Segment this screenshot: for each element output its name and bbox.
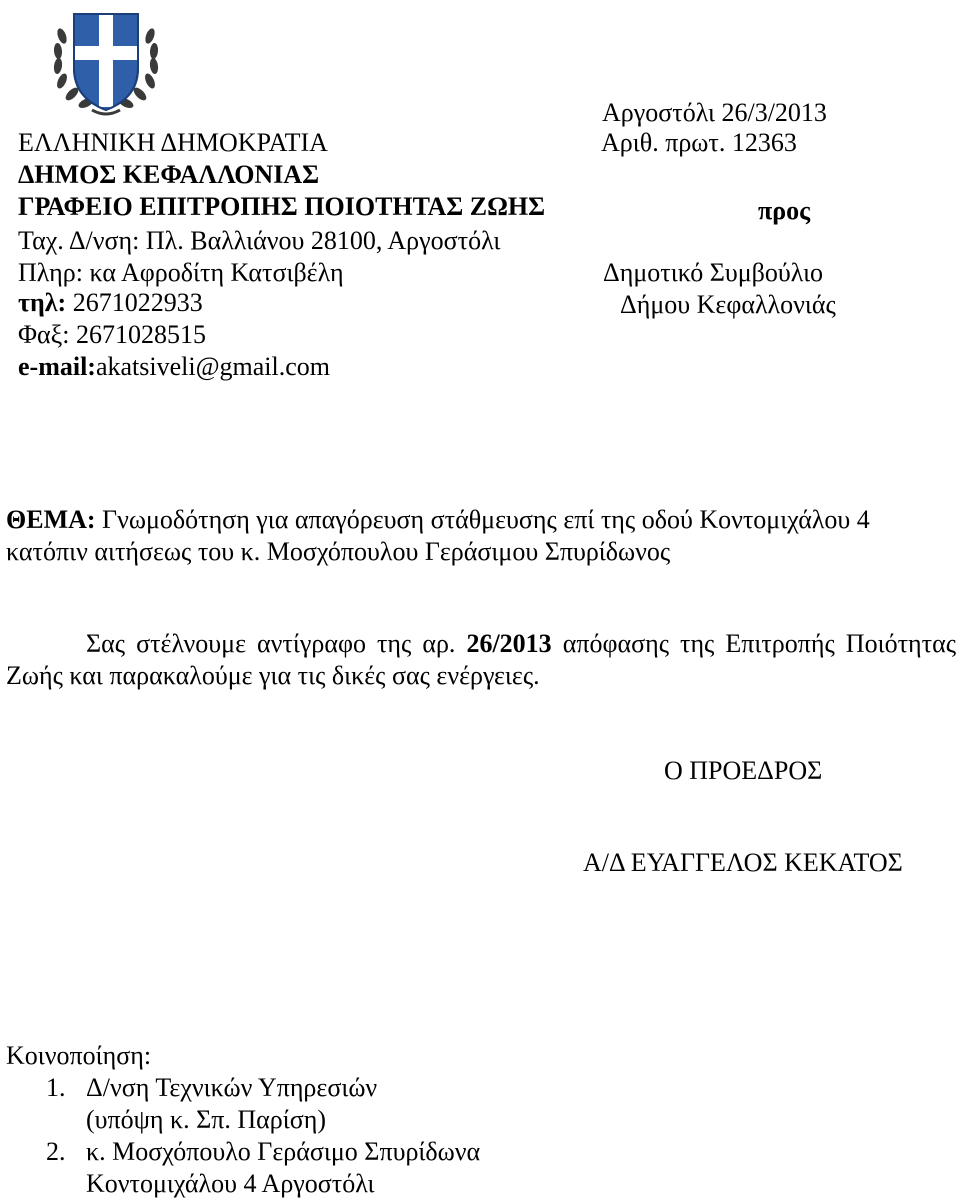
phone-value: 2671022933 [66,288,203,317]
body-paragraph [6,628,956,692]
body-text-after: απόφασης της Επιτροπής Ποιότητας Ζωής και παρακαλούμε για τις δικές σας ενέργειες. [6,629,956,690]
sender-country: ΕΛΛΗΝΙΚΗ ΔΗΜΟΚΡΑΤΙΑ [18,128,328,157]
subject-label: ΘΕΜΑ: [6,505,96,534]
subject-text: Γνωμοδότηση για απαγόρευση στάθμευσης επί της οδού Κοντομιχάλου 4 κατόπιν αιτήσεως του κ. Μοσχόπουλου Γεράσιμου Σπυρίδωνος [6,505,870,566]
list-item [6,1136,480,1200]
sender-contact: Πληρ: κα Αφροδίτη Κατσιβέλη [18,258,344,287]
list-item-line1: κ. Μοσχόπουλο Γεράσιμο Σπυρίδωνα [86,1137,481,1166]
list-item [6,1072,480,1136]
signature-name: Α/Δ ΕΥΑΓΓΕΛΟΣ ΚΕΚΑΤΟΣ [583,848,903,877]
protocol-number: Αριθ. πρωτ. 12363 [601,128,797,157]
subject [6,504,956,568]
sender-fax: Φαξ: 2671028515 [18,320,206,349]
letter-date: Αργοστόλι 26/3/2013 [602,98,827,127]
recipient-line1: Δημοτικό Συμβούλιο [603,258,824,287]
sender-phone [18,290,203,316]
email-value: akatsiveli@gmail.com [95,352,331,381]
sender-office: ΓΡΑΦΕΙΟ ΕΠΙΤΡΟΠΗΣ ΠΟΙΟΤΗΤΑΣ ΖΩΗΣ [18,192,546,221]
email-label: e-mail: [18,352,96,381]
sender-address: Ταχ. Δ/νση: Πλ. Βαλλιάνου 28100, Αργοστόλι [18,226,501,255]
list-item-number: 2. [46,1137,66,1166]
cc-section [6,1040,480,1200]
list-item-number: 1. [46,1073,66,1102]
body-text-before: Σας στέλνουμε αντίγραφο της αρ. [86,629,467,658]
signature-role: Ο ΠΡΟΕΔΡΟΣ [664,756,823,785]
list-item-line2: Κοντομιχάλου 4 Αργοστόλι [86,1169,375,1198]
list-item-line1: Δ/νση Τεχνικών Υπηρεσιών [86,1073,378,1102]
recipient-label: προς [758,196,811,225]
sender-municipality: ΔΗΜΟΣ ΚΕΦΑΛΛΟΝΙΑΣ [18,160,320,189]
sender-email [18,354,330,380]
phone-label: τηλ: [18,288,67,317]
recipient-line2: Δήμου Κεφαλλονιάς [620,290,836,319]
greek-coat-of-arms-icon [52,6,160,118]
decision-number: 26/2013 [466,629,552,658]
cc-label: Κοινοποίηση: [6,1041,152,1070]
list-item-line2: (υπόψη κ. Σπ. Παρίση) [86,1105,327,1134]
